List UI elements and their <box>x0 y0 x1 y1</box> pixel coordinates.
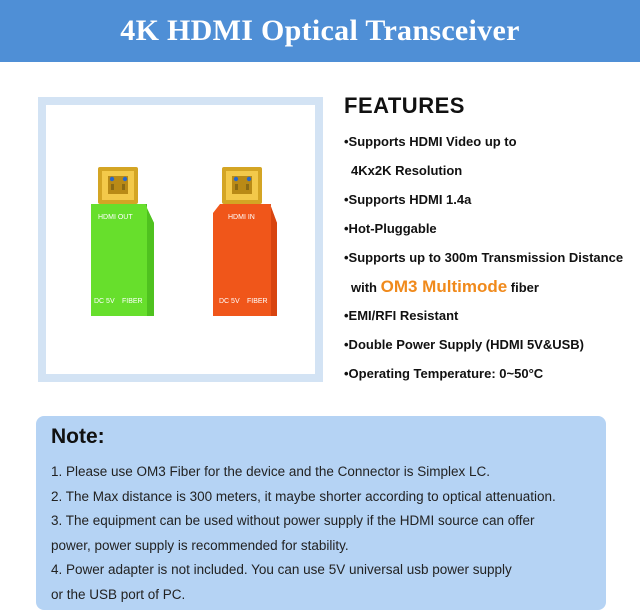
orange-fiber-label: FIBER <box>247 298 268 305</box>
features-section <box>344 93 634 388</box>
note-line: 4. Power adapter is not included. You can use 5V universal usb power supply <box>51 562 512 577</box>
feature-item: •EMI/RFI Resistant <box>344 308 459 323</box>
features-heading: FEATURES <box>344 93 465 118</box>
page-title: 4K HDMI Optical Transceiver <box>120 14 520 47</box>
note-box <box>36 416 606 610</box>
green-top-label: HDMI OUT <box>98 214 133 221</box>
product-illustration <box>46 105 315 374</box>
green-dc-label: DC 5V <box>94 298 115 305</box>
green-transceiver <box>91 167 154 316</box>
fiber-suffix: fiber <box>507 280 539 295</box>
orange-dc-label: DC 5V <box>219 298 240 305</box>
note-line: 2. The Max distance is 300 meters, it maybe shorter according to optical attenuation. <box>51 488 556 504</box>
title-banner <box>0 0 640 62</box>
feature-item: •Operating Temperature: 0~50°C <box>344 366 544 381</box>
feature-item: 4Kx2K Resolution <box>351 163 463 178</box>
note-line: 3. The equipment can be used without power supply if the HDMI source can offer <box>51 513 535 528</box>
feature-item: •Hot-Pluggable <box>344 221 437 236</box>
feature-item: •Supports HDMI 1.4a <box>344 192 472 207</box>
om3-highlight: OM3 Multimode <box>380 277 508 296</box>
fiber-prefix: with <box>351 280 381 295</box>
feature-item: •Double Power Supply (HDMI 5V&USB) <box>344 337 585 352</box>
feature-item: •Supports up to 300m Transmission Distance <box>344 250 624 265</box>
note-line: power, power supply is recommended for stability. <box>51 537 349 553</box>
orange-top-label: HDMI IN <box>228 214 255 221</box>
note-line: or the USB port of PC. <box>51 586 186 602</box>
feature-item: •Supports HDMI Video up to <box>344 134 517 149</box>
note-lines <box>51 460 603 607</box>
note-heading: Note: <box>51 425 105 448</box>
note-line: 1. Please use OM3 Fiber for the device and the Connector is Simplex LC. <box>51 464 490 479</box>
green-fiber-label: FIBER <box>122 298 143 305</box>
feature-item-fiber <box>344 272 634 301</box>
product-image <box>46 105 315 374</box>
orange-transceiver <box>213 167 277 316</box>
